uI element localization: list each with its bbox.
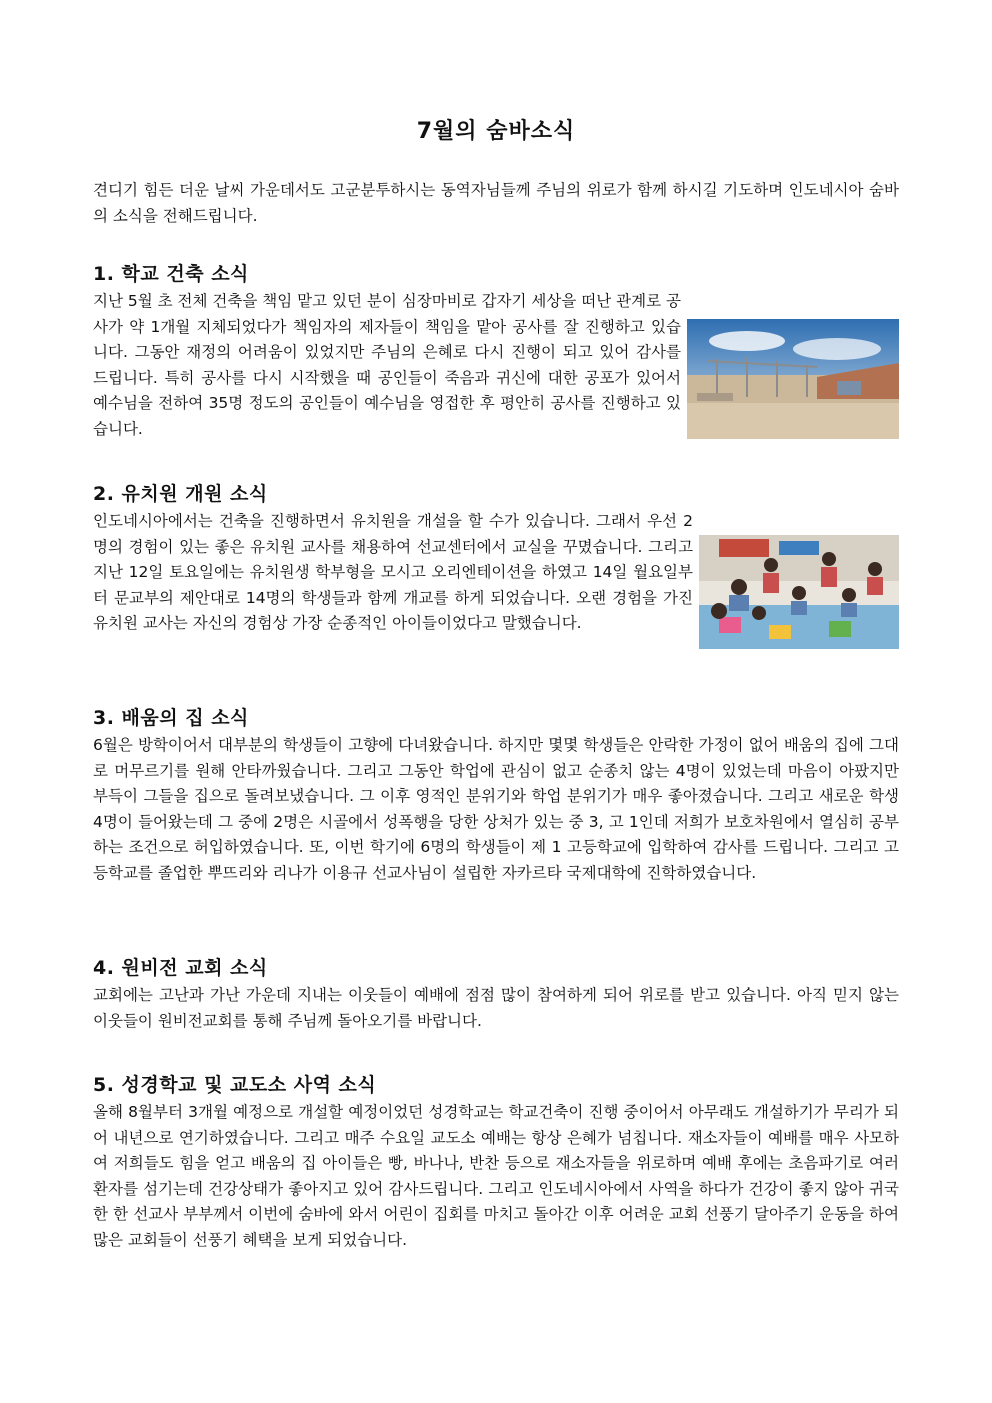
section-4-heading: 4. 원비전 교회 소식	[93, 957, 268, 979]
section-5-heading: 5. 성경학교 및 교도소 사역 소식	[93, 1074, 377, 1096]
section-3-heading: 3. 배움의 집 소식	[93, 707, 249, 729]
intro-paragraph: 견디기 힘든 더운 날씨 가운데서도 고군분투하시는 동역자님들께 주님의 위로가 함께 하시길 기도하며 인도네시아 숨바의 소식을 전해드립니다.	[93, 181, 899, 225]
section-1-body: 지난 5월 초 전체 건축을 책임 맡고 있던 분이 심장마비로 갑자기 세상을 떠난 관계로 공사가 약 1개월 지체되었다가 책임자의 제자들이 책임을 맡아 공사를 잘 진행하고 있습니다. 그동안 재정의 어려움이 있었지만 주님의 은혜로 다시 진행이 되고 있어 감사를 드립니다. 특히 공사를 다시 시작했을 때 공인들이 죽음과 귀신에 대한 공포가 있어서 예수님을 전하여 35명 정도의 공인들이 예수님을 영접한 후 평안히 공사를 진행하고 있습니다.	[93, 289, 899, 443]
section-3-body: 6월은 방학이어서 대부분의 학생들이 고향에 다녀왔습니다. 하지만 몇몇 학생들은 안락한 가정이 없어 배움의 집에 그대로 머무르기를 원해 안타까웠습니다. 그리고 그동안 학업에 관심이 없고 순종치 않는 4명이 있었는데 마음이 아팠지만 부득이 그들을 집으로 돌려보냈습니다. 그 이후 영적인 분위기와 학업 분위기가 매우 좋아졌습니다. 그리고 새로운 학생 4명이 들어왔는데 그 중에 2명은 시골에서 성폭행을 당한 상처가 있는 중 3, 고 1인데 저희가 보호차원에서 열심히 공부하는 조건으로 허입하였습니다. 또, 이번 학기에 6명의 학생들이 제 1 고등학교에 입학하여 감사를 드립니다. 그리고 고등학교를 졸업한 뿌뜨리와 리나가 이용규 선교사님이 설립한 자카르타 국제대학에 진학하였습니다.	[93, 736, 899, 882]
construction-site-photo	[687, 319, 899, 439]
section-1-heading: 1. 학교 건축 소식	[93, 263, 249, 285]
section-4-body: 교회에는 고난과 가난 가운데 지내는 이웃들이 예배에 점점 많이 참여하게 되어 위로를 받고 있습니다. 아직 믿지 않는 이웃들이 원비전교회를 통해 주님께 돌아오기를 바랍니다.	[93, 986, 899, 1030]
section-2-body: 인도네시아에서는 건축을 진행하면서 유치원을 개설을 할 수가 있습니다. 그래서 우선 2명의 경험이 있는 좋은 유치원 교사를 채용하여 선교센터에서 교실을 꾸몄습니다. 그리고 지난 12일 토요일에는 유치원생 학부형을 모시고 오리엔테이션을 하였고 14일 월요일부터 문교부의 제안대로 14명의 학생들과 함께 개교를 하게 되었습니다. 오랜 경험을 가진 유치원 교사는 자신의 경험상 가장 순종적인 아이들이었다고 말했습니다.	[93, 509, 899, 651]
section-5-body: 올해 8월부터 3개월 예정으로 개설할 예정이었던 성경학교는 학교건축이 진행 중이어서 아무래도 개설하기가 무리가 되어 내년으로 연기하였습니다. 그리고 매주 수요일 교도소 예배는 항상 은혜가 넘칩니다. 재소자들이 예배를 매우 사모하여 저희들도 힘을 얻고 배움의 집 아이들은 빵, 바나나, 반찬 등으로 재소자들을 위로하며 예배 후에는 초음파기로 여러 환자를 섬기는데 건강상태가 좋아지고 있어 감사드립니다. 그리고 인도네시아에서 사역을 하다가 건강이 좋지 않아 귀국한 한 선교사 부부께서 이번에 숨바에 와서 어린이 집회를 마치고 돌아간 이후 어려운 교회 선풍기 달아주기 운동을 하여 많은 교회들이 선풍기 혜택을 보게 되었습니다.	[93, 1103, 899, 1249]
section-2-heading: 2. 유치원 개원 소식	[93, 483, 268, 505]
kindergarten-class-photo	[699, 535, 899, 649]
page-title: 7월의 숨바소식	[416, 119, 576, 144]
